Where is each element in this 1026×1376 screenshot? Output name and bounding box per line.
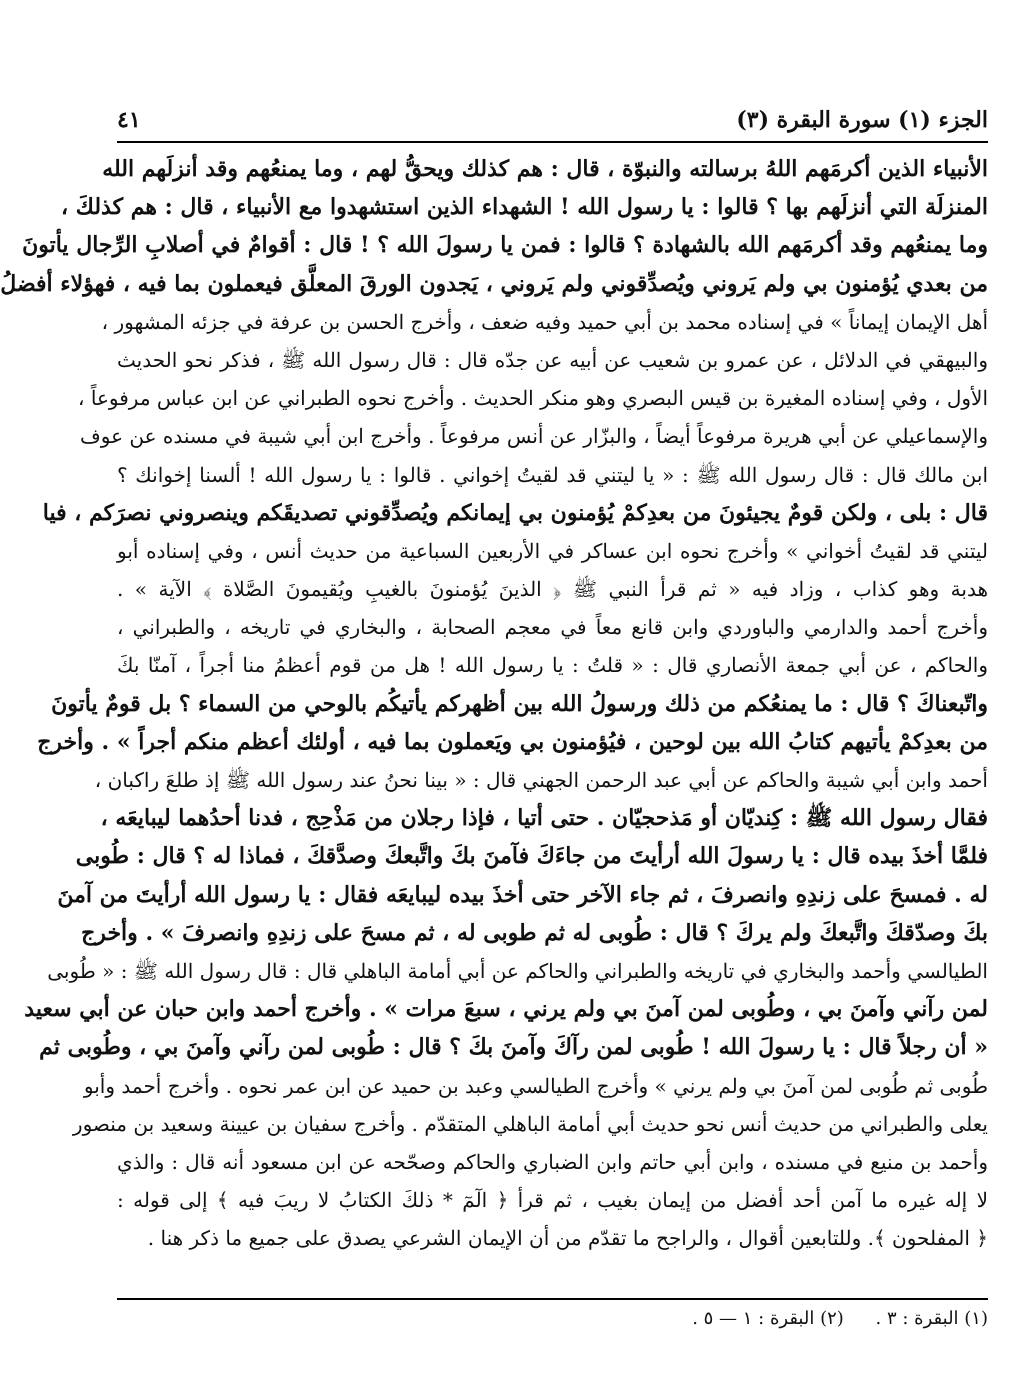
text-line: الطيالسي وأحمد والبخاري في تاريخه والطبراني والحاكم عن أبي أمامة الباهلي قال : قال رسول الله ﷺ : « طُوبى	[47, 958, 988, 983]
text-line: أهل الإيمان إيماناً » في إسناده محمد بن أبي حميد وفيه ضعف ، وأخرج الحسن بن عرفة في جزئه المشهور ،	[101, 309, 988, 334]
page-number: ٤١	[117, 107, 141, 133]
running-header	[117, 100, 988, 140]
text-line: « أن رجلاً قال : يا رسولَ الله ! طُوبى لمن رآكَ وآمنَ بكَ ؟ قال : طُوبى لمن رآني وآمنَ بي ، وطُوبى ثم	[39, 1034, 988, 1061]
text-line: المنزلَة التي أنزلَهم بها ؟ قالوا : يا رسول الله ! الشهداء الذين استشهدوا مع الأنبياء ، قال : هم كذلكَ ،	[61, 194, 988, 221]
footnote-2: (٢) البقرة : ١ — ٥ .	[692, 1308, 844, 1329]
text-line: ابن مالك قال : قال رسول الله ﷺ : « يا ليتني قد لقيتُ إخواني . قالوا : يا رسول الله ! ألسنا إخوانك ؟	[117, 462, 988, 487]
header-divider	[117, 141, 988, 143]
text-line: وما يمنعُهم وقد أكرمَهم الله بالشهادة ؟ قالوا : فمن يا رسولَ الله ؟ ! قال : أقوامٌ في أصلابِ الرِّجال يأتونَ	[22, 232, 988, 259]
text-line: وأحمد بن منيع في مسنده ، وابن أبي حاتم وابن الضباري والحاكم وصحّحه عن ابن مسعود أنه قال : والذي	[117, 1149, 988, 1174]
text-line: فقال رسول الله ﷺ : كِنديّان أو مَذحجيّان . حتى أتيا ، فإذا رجلان من مَذْحِج ، فدنا أحدُهما ليبايعَه ،	[100, 805, 988, 832]
text-line: بكَ وصدّقكَ واتَّبعكَ ولم يركَ ؟ قال : طُوبى له ثم طوبى له ، ثم مسحَ على زندِهِ وانصرفَ » . وأخرج	[81, 919, 988, 946]
text-line: طُوبى ثم طُوبى لمن آمنَ بي ولم يرني » وأخرج الطيالسي وعبد بن حميد عن ابن عمر نحوه . وأخرج أحمد وأبو	[83, 1073, 988, 1098]
text-line: قال : بلى ، ولكن قومٌ يجيئونَ من بعدِكمْ يُؤمنون بي إيمانكم ويُصدِّقوني تصديقَكم وينصروني نصرَكم ، فيا	[42, 499, 988, 526]
text-line: الأول ، وفي إسناده المغيرة بن قيس البصري وهو منكر الحديث . وأخرج نحوه الطبراني عن ابن عباس مرفوعاً ،	[78, 386, 988, 411]
text-line: والحاكم ، عن أبي جمعة الأنصاري قال : « قلتُ : يا رسول الله ! هل من قوم أعظمُ منا أجراً ، آمنّا بكَ	[117, 653, 988, 678]
text-line: يعلى والطبراني من حديث أنس نحو حديث أبي أمامة الباهلي المتقدّم . وأخرج سفيان بن عيينة وسعيد بن منصور	[72, 1111, 988, 1136]
text-line: من بعدي يُؤمنون بي ولم يَروني ويُصدِّقوني ولم يَروني ، يَجدون الورقَ المعلَّق فيعملون بما فيه ، فهؤلاء أفضلُ	[0, 270, 988, 297]
footnotes	[117, 1308, 988, 1329]
text-line: فلمَّا أخذَ بيده قال : يا رسولَ الله أرأيتَ من جاءَكَ فآمنَ بكَ واتَّبعكَ وصدَّقكَ ، فماذا له ؟ قال : طُوبى	[75, 843, 988, 870]
text-line: الأنبياء الذين أكرمَهم اللهُ برسالته والنبوّة ، قال : هم كذلك ويحقُّ لهم ، وما يمنعُهم وقد أنزلَهم الله	[102, 156, 988, 182]
text-line: لمن رآني وآمنَ بي ، وطُوبى لمن آمنَ بي ولم يرني ، سبعَ مرات » . وأخرج أحمد وابن حبان عن أبي سعيد	[24, 996, 988, 1023]
text-line: وأخرج أحمد والدارمي والباوردي وابن قانع معاً في معجم الصحابة ، والبخاري في تاريخه ، والطبراني ،	[117, 615, 988, 640]
footnote-divider	[117, 1298, 988, 1300]
text-line: لا إله غيره ما آمن أحد أفضل من إيمان بغيب ، ثم قرأ ﴿ الٓمٓ * ذلكَ الكتابُ لا ريبَ فيه ﴾ إلى قوله :	[117, 1188, 988, 1213]
text-line: من بعدِكمْ يأتيهم كتابُ الله بين لوحين ، فيُؤمنون بي ويَعملون بما فيه ، أولئك أعظم منكم أجراً » . وأخرج	[37, 728, 988, 755]
text-line: أحمد وابن أبي شيبة والحاكم عن أبي عبد الرحمن الجهني قال : « بينا نحنُ عند رسول الله ﷺ إذ طلعَ راكبان ،	[94, 768, 988, 792]
text-line: والإسماعيلي عن أبي هريرة مرفوعاً أيضاً ، والبزّار عن أنس مرفوعاً . وأخرج ابن أبي شيبة في مسنده عن عوف	[80, 424, 988, 449]
header-title: الجزء (١) سورة البقرة (٣)	[736, 107, 988, 133]
footnote-1: (١) البقرة : ٣ .	[875, 1308, 988, 1329]
text-line: ﴿ المفلحون ﴾. وللتابعين أقوال ، والراجح ما تقدّم من أن الإيمان الشرعي يصدق على جميع ما ذكر هنا .	[147, 1226, 988, 1251]
text-line: له . فمسحَ على زندِهِ وانصرفَ ، ثم جاء الآخر حتى أخذَ بيده ليبايعَه فقال : يا رسول الله أرأيتَ من آمنَ	[57, 881, 988, 908]
text-line: والبيهقي في الدلائل ، عن عمرو بن شعيب عن أبيه عن جدّه قال : قال رسول الله ﷺ ، فذكر نحو الحديث	[117, 347, 988, 372]
text-line: ليتني قد لقيتُ أخواني » وأخرج نحوه ابن عساكر في الأربعين السباعية من حديث أنس ، وفي إسناده أبو	[117, 538, 988, 563]
main-text	[0, 150, 988, 1257]
text-line: واتّبعناكَ ؟ قال : ما يمنعُكم من ذلك ورسولُ الله بين أظهركم يأتيكُم بالوحي من السماء ؟ بل قومٌ يأتونَ	[51, 690, 988, 717]
text-line: هدبة وهو كذاب ، وزاد فيه « ثم قرأ النبي ﷺ ﴿ الذينَ يُؤمنونَ بالغيبِ ويُقيمونَ الصَّلاة ﴾ الآية » .	[117, 577, 988, 602]
